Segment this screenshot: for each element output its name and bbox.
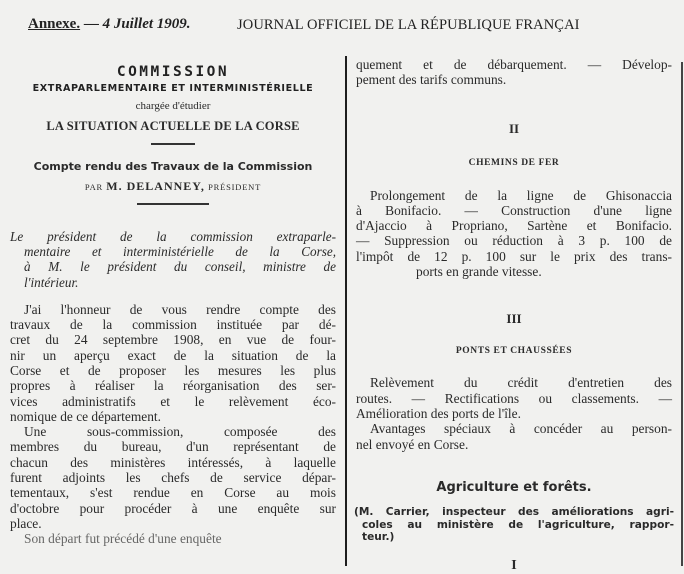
text-line: place. <box>10 515 42 531</box>
text-line: routes. — Rectifications ou classements. — <box>356 390 672 406</box>
text-line: pement des tarifs communs. <box>356 72 507 88</box>
agriculture-heading: Agriculture et forêts. <box>436 479 592 495</box>
ornamental-rule-2 <box>137 203 209 205</box>
ponts-paragraph-1 <box>354 375 674 421</box>
text-line: nomique de ce département. <box>10 408 161 424</box>
commission-title: COMMISSION <box>116 64 230 80</box>
ornamental-rule <box>151 143 195 145</box>
text-line: Corse et de proposer les mesures les plus <box>10 363 336 378</box>
text-line: l'impôt de 12 p. 100 sur le prix des trans- <box>356 248 672 264</box>
text-line: travaux de la commission instituée par dé- <box>10 317 336 333</box>
text-line: Prolongement de la ligne de Ghisonaccia <box>370 187 672 203</box>
chemins-de-fer-paragraph <box>354 188 674 280</box>
header-separator: — <box>80 16 103 32</box>
text-line: cret du 24 septembre 1908, en vue de four- <box>10 332 336 348</box>
running-header <box>0 14 684 36</box>
commission-subtitle: EXTRAPARLEMENTAIRE ET INTERMINISTÉRIELLE <box>32 83 314 94</box>
text-line: Une sous-commission, composée des <box>24 424 336 440</box>
text-line: vices administratifs et le relèvement éco- <box>10 393 336 409</box>
text-line: Relèvement du crédit d'entretien des <box>370 375 672 391</box>
address-line: mentaire et interministérielle de la Corse, <box>24 244 336 260</box>
right-column <box>354 57 674 574</box>
author-name: M. DELANNEY, <box>106 179 205 193</box>
text-line: nir un aperçu exact de la situation de la <box>10 347 336 363</box>
text-line: propres à réaliser la réorganisation des ser- <box>10 378 336 394</box>
compte-rendu-heading: Compte rendu des Travaux de la Commission <box>33 160 313 173</box>
text-line: teur.) <box>362 531 395 544</box>
chargee-line: chargée d'étudier <box>135 100 211 112</box>
section-heading-chemins-de-fer: CHEMINS DE FER <box>468 157 560 168</box>
text-line: — Suppression ou réduction à 3 p. 100 de <box>356 233 672 249</box>
byline-prefix: PAR <box>84 182 104 192</box>
continuation-paragraph <box>354 57 674 88</box>
text-line: à Bonifacio. — Construction d'une ligne <box>356 202 672 218</box>
left-column <box>8 58 338 547</box>
text-line: ports en grande vitesse. <box>416 264 542 280</box>
author-role: PRÉSIDENT <box>208 182 262 192</box>
text-line: Avantages spéciaux à concéder au person- <box>370 421 672 437</box>
section-numeral-3: III <box>506 311 522 327</box>
address-line: à M. le président du conseil, ministre de <box>24 259 336 275</box>
text-line: J'ai l'honneur de vous rendre compte des <box>24 301 336 317</box>
header-annexe-date <box>28 16 191 33</box>
text-line: membres du bureau, d'un représentant de <box>10 439 336 455</box>
issue-date: 4 Juillet 1909. <box>102 16 191 32</box>
section-heading-ponts-et-chaussees: PONTS ET CHAUSSÉES <box>455 346 573 357</box>
text-line: furent adjoints les chefs de service dépar- <box>10 470 336 486</box>
column-divider <box>345 56 347 566</box>
address-line: l'intérieur. <box>24 274 79 290</box>
address-block <box>8 229 338 290</box>
text-line: tementaux, s'est rendue en Corse au mois <box>10 485 336 501</box>
text-line: chacun des ministères intéressés, à laquelle <box>10 454 336 470</box>
section-numeral-2: II <box>508 120 520 136</box>
right-column-rule <box>681 62 683 566</box>
rapporteur-note <box>354 506 674 544</box>
text-line: coles au ministère de l'agriculture, rappor- <box>362 518 674 531</box>
annexe-label: Annexe. <box>28 16 81 32</box>
journal-title: JOURNAL OFFICIEL DE LA RÉPUBLIQUE FRANÇAI <box>237 17 580 33</box>
text-line-cut-off: Son départ fut précédé d'une enquête <box>24 531 222 547</box>
text-line: (M. Carrier, inspecteur des améliorations agri- <box>354 505 674 518</box>
paragraph-2 <box>8 424 338 531</box>
text-line: quement et de débarquement. — Dévelop- <box>356 57 672 72</box>
situation-title: LA SITUATION ACTUELLE DE LA CORSE <box>46 119 300 133</box>
paragraph-1 <box>8 302 338 424</box>
text-line: Amélioration des ports de l'île. <box>356 405 521 421</box>
text-line: nel envoyé en Corse. <box>356 436 469 452</box>
ponts-paragraph-2 <box>354 421 674 452</box>
agriculture-numeral-1: I <box>511 558 517 574</box>
paragraph-3-partial <box>8 531 338 546</box>
text-line: d'Ajaccio à Propriano, Sartène et Bonifacio. <box>356 218 672 234</box>
text-line: d'octobre pour procéder à une enquête sur <box>10 500 336 516</box>
author-byline <box>8 179 338 194</box>
address-line: Le président de la commission extraparle- <box>10 229 336 244</box>
